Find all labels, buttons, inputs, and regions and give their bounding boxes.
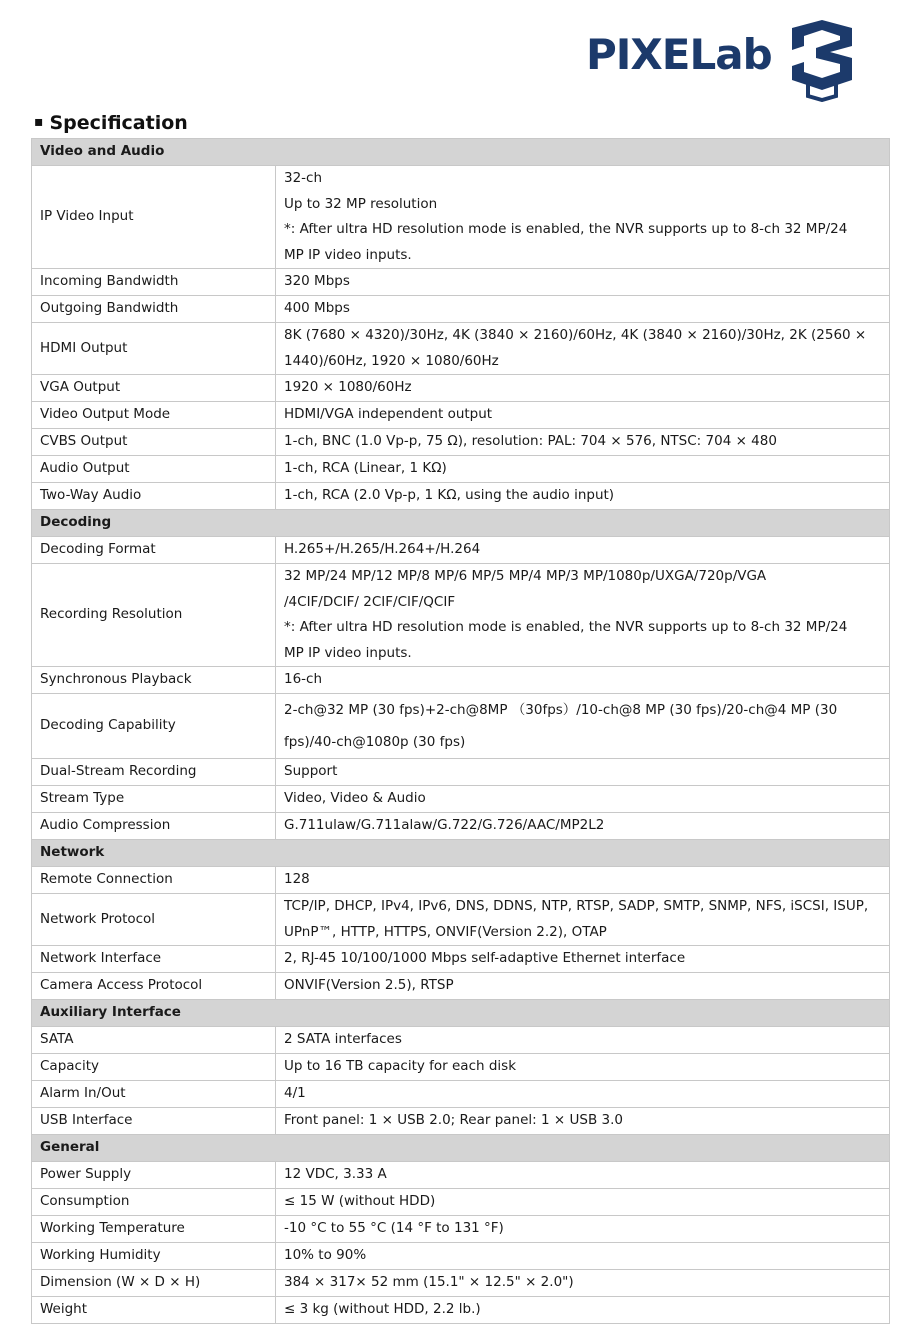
table-row	[32, 1162, 890, 1189]
spec-label: Two-Way Audio	[32, 483, 276, 510]
spec-value-line: Support	[284, 763, 338, 780]
section-title: Auxiliary Interface	[32, 1000, 890, 1027]
spec-value	[276, 759, 890, 786]
spec-label: Dimension (W × D × H)	[32, 1270, 276, 1297]
table-row	[32, 1081, 890, 1108]
table-row	[32, 564, 890, 667]
table-row	[32, 973, 890, 1000]
table-row	[32, 894, 890, 946]
spec-value-line: G.711ulaw/G.711alaw/G.722/G.726/AAC/MP2L2	[284, 817, 605, 834]
spec-value-line: ≤ 3 kg (without HDD, 2.2 lb.)	[284, 1301, 481, 1318]
spec-value	[276, 296, 890, 323]
section-title: Decoding	[32, 510, 890, 537]
spec-value	[276, 973, 890, 1000]
spec-label: Decoding Capability	[32, 694, 276, 759]
spec-label: Network Interface	[32, 946, 276, 973]
spec-label: Stream Type	[32, 786, 276, 813]
logo-mark-icon	[786, 18, 858, 102]
spec-label: Outgoing Bandwidth	[32, 296, 276, 323]
spec-value-line: *: After ultra HD resolution mode is enabled, the NVR supports up to 8-ch 32 MP/24	[284, 619, 848, 635]
spec-value-line: /4CIF/DCIF/ 2CIF/CIF/QCIF	[284, 593, 456, 610]
spec-label: Audio Compression	[32, 813, 276, 840]
spec-label: HDMI Output	[32, 323, 276, 375]
spec-value-line: 32 MP/24 MP/12 MP/8 MP/6 MP/5 MP/4 MP/3 MP/1080p/UXGA/720p/VGA	[284, 568, 767, 584]
spec-value	[276, 1189, 890, 1216]
spec-label: SATA	[32, 1027, 276, 1054]
spec-label: Decoding Format	[32, 537, 276, 564]
table-row	[32, 1270, 890, 1297]
section-title: Video and Audio	[32, 139, 890, 166]
table-row	[32, 1054, 890, 1081]
spec-value	[276, 564, 890, 667]
spec-value	[276, 1162, 890, 1189]
spec-value-line: 10% to 90%	[284, 1247, 367, 1264]
spec-value-line: -10 °C to 55 °C (14 °F to 131 °F)	[284, 1220, 504, 1237]
spec-value	[276, 166, 890, 269]
table-row	[32, 402, 890, 429]
spec-value	[276, 786, 890, 813]
table-row	[32, 1216, 890, 1243]
spec-value-line: MP IP video inputs.	[284, 246, 412, 263]
spec-label: Remote Connection	[32, 867, 276, 894]
spec-value	[276, 1243, 890, 1270]
section-title: Network	[32, 840, 890, 867]
spec-value-line: 16-ch	[284, 671, 323, 688]
table-row	[32, 1108, 890, 1135]
spec-value-line: MP IP video inputs.	[284, 644, 412, 661]
spec-value-line: Front panel: 1 × USB 2.0; Rear panel: 1 × USB 3.0	[284, 1112, 623, 1129]
table-row	[32, 537, 890, 564]
spec-value-line: HDMI/VGA independent output	[284, 406, 493, 423]
spec-label: Weight	[32, 1297, 276, 1324]
section-header	[32, 510, 890, 537]
heading-bullet: ▪	[34, 114, 44, 130]
spec-label: Power Supply	[32, 1162, 276, 1189]
section-header	[32, 1000, 890, 1027]
spec-value	[276, 1216, 890, 1243]
section-header	[32, 1135, 890, 1162]
spec-label: CVBS Output	[32, 429, 276, 456]
table-row	[32, 694, 890, 759]
table-row	[32, 946, 890, 973]
brand-logo	[586, 18, 858, 102]
spec-value	[276, 537, 890, 564]
section-title: General	[32, 1135, 890, 1162]
table-row	[32, 429, 890, 456]
table-row	[32, 867, 890, 894]
spec-label: Working Temperature	[32, 1216, 276, 1243]
spec-value-line: H.265+/H.265/H.264+/H.264	[284, 541, 481, 558]
table-row	[32, 786, 890, 813]
spec-value	[276, 323, 890, 375]
spec-value-line: 1-ch, BNC (1.0 Vp-p, 75 Ω), resolution: PAL: 704 × 576, NTSC: 704 × 480	[284, 433, 777, 450]
spec-label: Incoming Bandwidth	[32, 269, 276, 296]
table-row	[32, 759, 890, 786]
spec-label: Synchronous Playback	[32, 667, 276, 694]
spec-value-line: 2-ch@32 MP (30 fps)+2-ch@8MP （30fps）/10-ch@8 MP (30 fps)/20-ch@4 MP (30	[284, 702, 838, 718]
spec-value	[276, 1297, 890, 1324]
spec-value-line: 1440)/60Hz, 1920 × 1080/60Hz	[284, 352, 499, 369]
spec-label: Capacity	[32, 1054, 276, 1081]
spec-value	[276, 1054, 890, 1081]
spec-value-line: 8K (7680 × 4320)/30Hz, 4K (3840 × 2160)/60Hz, 4K (3840 × 2160)/30Hz, 2K (2560 ×	[284, 327, 867, 343]
spec-label: Consumption	[32, 1189, 276, 1216]
table-row	[32, 1189, 890, 1216]
table-row	[32, 1243, 890, 1270]
spec-label: Video Output Mode	[32, 402, 276, 429]
spec-value-line: 2 SATA interfaces	[284, 1031, 402, 1048]
spec-value	[276, 402, 890, 429]
spec-label: USB Interface	[32, 1108, 276, 1135]
section-header	[32, 139, 890, 166]
spec-value	[276, 894, 890, 946]
spec-value-line: UPnP™, HTTP, HTTPS, ONVIF(Version 2.2), OTAP	[284, 923, 607, 940]
spec-label: Dual-Stream Recording	[32, 759, 276, 786]
spec-value-line: Up to 32 MP resolution	[284, 195, 438, 212]
spec-label: IP Video Input	[32, 166, 276, 269]
spec-value-line: 1-ch, RCA (2.0 Vp-p, 1 KΩ, using the audio input)	[284, 487, 615, 504]
table-row	[32, 296, 890, 323]
spec-value-line: 32-ch	[284, 170, 323, 186]
table-row	[32, 166, 890, 269]
spec-value-line: Video, Video & Audio	[284, 790, 426, 807]
spec-value	[276, 1270, 890, 1297]
spec-value-line: TCP/IP, DHCP, IPv4, IPv6, DNS, DDNS, NTP, RTSP, SADP, SMTP, SNMP, NFS, iSCSI, ISUP,	[284, 898, 869, 914]
spec-label: Working Humidity	[32, 1243, 276, 1270]
specification-table	[31, 138, 890, 1324]
spec-label: Recording Resolution	[32, 564, 276, 667]
spec-value-line: ONVIF(Version 2.5), RTSP	[284, 977, 454, 994]
spec-value	[276, 429, 890, 456]
spec-value-line: 384 × 317× 52 mm (15.1" × 12.5" × 2.0")	[284, 1274, 574, 1291]
spec-value-line: Up to 16 TB capacity for each disk	[284, 1058, 517, 1075]
spec-value	[276, 694, 890, 759]
spec-label: VGA Output	[32, 375, 276, 402]
page-title	[34, 112, 188, 134]
spec-label: Camera Access Protocol	[32, 973, 276, 1000]
spec-value	[276, 667, 890, 694]
table-row	[32, 483, 890, 510]
spec-value	[276, 1108, 890, 1135]
table-row	[32, 667, 890, 694]
table-row	[32, 269, 890, 296]
spec-value	[276, 1027, 890, 1054]
table-row	[32, 1297, 890, 1324]
table-row	[32, 1027, 890, 1054]
spec-value	[276, 867, 890, 894]
spec-label: Audio Output	[32, 456, 276, 483]
spec-value	[276, 946, 890, 973]
spec-value-line: fps)/40-ch@1080p (30 fps)	[284, 734, 466, 750]
table-row	[32, 813, 890, 840]
spec-value-line: 2, RJ-45 10/100/1000 Mbps self-adaptive Ethernet interface	[284, 950, 686, 967]
spec-value-line: 4/1	[284, 1085, 306, 1102]
spec-value	[276, 1081, 890, 1108]
section-header	[32, 840, 890, 867]
spec-value-line: 1-ch, RCA (Linear, 1 KΩ)	[284, 460, 447, 477]
spec-value	[276, 269, 890, 296]
table-row	[32, 375, 890, 402]
spec-value	[276, 456, 890, 483]
spec-value-line: 400 Mbps	[284, 300, 350, 317]
spec-value	[276, 375, 890, 402]
spec-value-line: 1920 × 1080/60Hz	[284, 379, 412, 396]
heading-text: Specification	[49, 112, 188, 134]
spec-value-line: 12 VDC, 3.33 A	[284, 1166, 387, 1183]
spec-value	[276, 813, 890, 840]
spec-label: Alarm In/Out	[32, 1081, 276, 1108]
spec-value-line: 128	[284, 871, 310, 888]
spec-label: Network Protocol	[32, 894, 276, 946]
spec-value-line: 320 Mbps	[284, 273, 350, 290]
table-row	[32, 456, 890, 483]
spec-value-line: ≤ 15 W (without HDD)	[284, 1193, 436, 1210]
logo-wordmark: PIXELab	[586, 30, 772, 79]
spec-value	[276, 483, 890, 510]
table-row	[32, 323, 890, 375]
spec-value-line: *: After ultra HD resolution mode is enabled, the NVR supports up to 8-ch 32 MP/24	[284, 221, 848, 237]
